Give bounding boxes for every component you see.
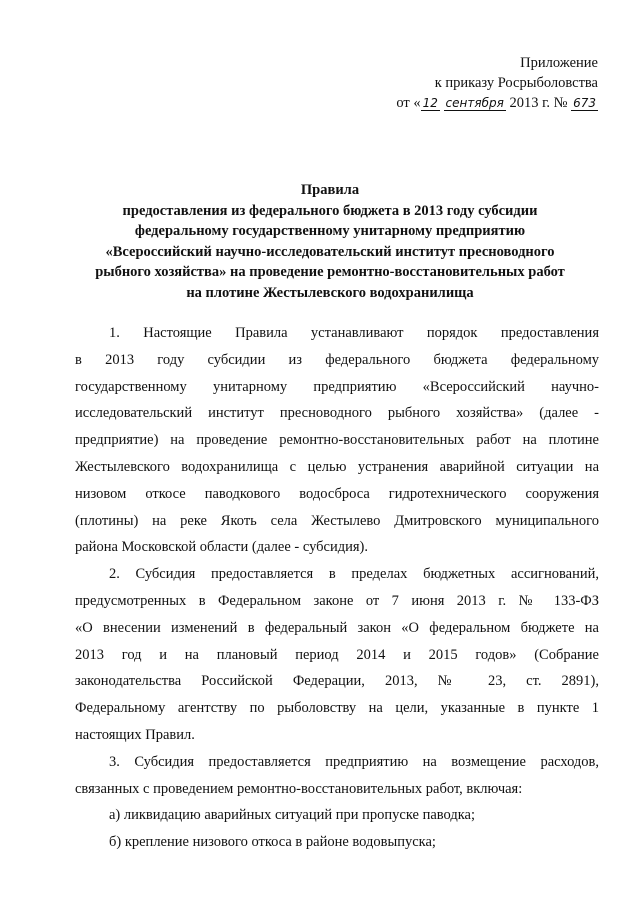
handwritten-month: сентября <box>445 96 504 110</box>
list-item-b: б) крепление низового откоса в районе водовыпуска; <box>109 834 436 851</box>
text-line: 2. Субсидия предоставляется в пределах бюджетных ассигнований, <box>109 566 599 583</box>
appendix-label: Приложение <box>520 55 598 71</box>
appendix-header <box>338 53 598 113</box>
text-line: исследовательский институт пресноводного рыбного хозяйства» (далее - <box>75 405 599 422</box>
text-line: «О внесении изменений в федеральный закон «О федеральном бюджете на <box>75 619 599 636</box>
text-line: государственному унитарному предприятию «Всероссийский научно- <box>75 378 599 395</box>
paragraph-1 <box>75 320 599 561</box>
title-line: Правила <box>300 182 360 198</box>
title-line: федеральному государственному унитарному предприятию <box>134 223 526 239</box>
date-prefix: от « <box>396 95 421 111</box>
handwritten-day: 12 <box>422 96 438 110</box>
order-year-number-label: 2013 г. № <box>509 95 568 111</box>
text-line: 1. Настоящие Правила устанавливают порядок предоставления <box>109 325 599 341</box>
document-body <box>75 320 599 856</box>
list-item-a: а) ликвидацию аварийных ситуаций при пропуске паводка; <box>109 807 476 824</box>
order-reference: к приказу Росрыболовства <box>434 75 598 91</box>
text-line: в 2013 году субсидии из федерального бюджета федеральному <box>75 351 599 368</box>
text-line: низовом откосе паводкового водосброса гидротехнического сооружения <box>75 485 599 502</box>
text-line: 3. Субсидия предоставляется предприятию на возмещение расходов, <box>109 753 599 770</box>
title-line: рыбного хозяйства» на проведение ремонтно-восстановительных работ <box>95 264 565 280</box>
text-line: 2013 год и на плановый период 2014 и 2015 годов» (Собрание <box>75 646 599 663</box>
text-line: предприятие) на проведение ремонтно-восстановительных работ на плотине <box>75 432 599 449</box>
text-line: Жестылевского водохранилища с целью устранения аварийной ситуации на <box>75 458 599 475</box>
document-title <box>60 180 600 303</box>
text-line: Федеральному агентству по рыболовству на цели, указанные в пункте 1 <box>75 700 599 717</box>
text-line: (плотины) на реке Якоть села Жестылево Дмитровского муниципального <box>75 512 599 529</box>
paragraph-2 <box>75 561 599 749</box>
text-line: настоящих Правил. <box>75 726 195 743</box>
handwritten-order-number: 673 <box>573 96 596 110</box>
title-line: предоставления из федерального бюджета в 2013 году субсидии <box>122 202 538 219</box>
order-date-line <box>338 93 598 113</box>
paragraph-3 <box>75 749 599 856</box>
text-line: законодательства Российской Федерации, 2013, № 23, ст. 2891), <box>75 673 599 690</box>
title-line: «Всероссийский научно-исследовательский институт пресноводного <box>105 243 555 260</box>
text-line: связанных с проведением ремонтно-восстановительных работ, включая: <box>75 780 523 797</box>
text-line: предусмотренных в Федеральном законе от 7 июня 2013 г. № 133-ФЗ <box>75 592 599 609</box>
title-line: на плотине Жестылевского водохранилища <box>186 284 474 301</box>
text-line: района Московской области (далее - субсидия). <box>75 539 368 556</box>
